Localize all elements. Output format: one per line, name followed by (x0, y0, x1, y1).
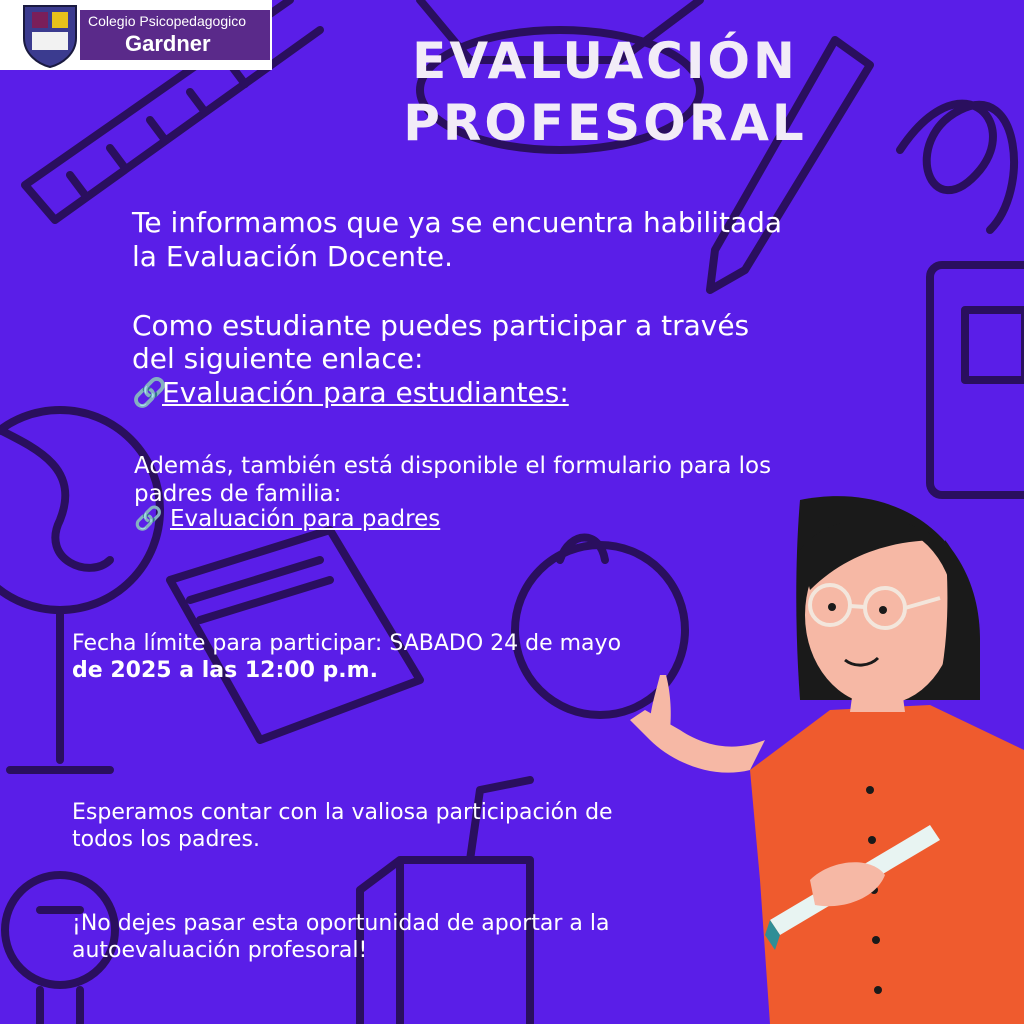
page-title (385, 30, 825, 154)
title-line-2: PROFESORAL (403, 94, 807, 152)
logo-school-name: Gardner (125, 31, 211, 56)
link-chain-icon: 🔗 (134, 506, 163, 532)
parents-link-label[interactable]: Evaluación para padres (170, 506, 441, 532)
shield-crest-icon (18, 2, 82, 68)
school-logo (0, 0, 272, 70)
students-line-2: del siguiente enlace: (132, 342, 424, 375)
parents-line-1: Además, también está disponible el formulario para los (134, 453, 772, 479)
deadline-line-2: de 2025 a las 12:00 p.m. (72, 658, 378, 683)
closing-line-1: Esperamos contar con la valiosa participación de (72, 800, 613, 825)
students-line-1: Como estudiante puedes participar a través (132, 309, 750, 342)
link-chain-icon: 🔗 (132, 376, 167, 409)
students-link-label[interactable]: Evaluación para estudiantes: (162, 376, 569, 409)
logo-school-type: Colegio Psicopedagogico (88, 13, 246, 29)
title-line-1: EVALUACIÓN (412, 32, 798, 90)
intro-text (132, 206, 932, 274)
cta-line-1: ¡No dejes pasar esta oportunidad de aportar a la (72, 911, 610, 936)
intro-line-1: Te informamos que ya se encuentra habilitada (132, 206, 783, 239)
deadline-line-1: Fecha límite para participar: SABADO 24 de mayo (72, 631, 622, 656)
intro-line-2: la Evaluación Docente. (132, 240, 454, 273)
teacher-illustration (600, 480, 1024, 1024)
students-text (132, 309, 932, 375)
parents-evaluation-link[interactable] (134, 505, 440, 533)
cta-line-2: autoevaluación profesoral! (72, 938, 368, 963)
students-evaluation-link[interactable] (132, 376, 569, 409)
parents-line-2: padres de familia: (134, 481, 342, 507)
closing-line-2: todos los padres. (72, 827, 260, 852)
